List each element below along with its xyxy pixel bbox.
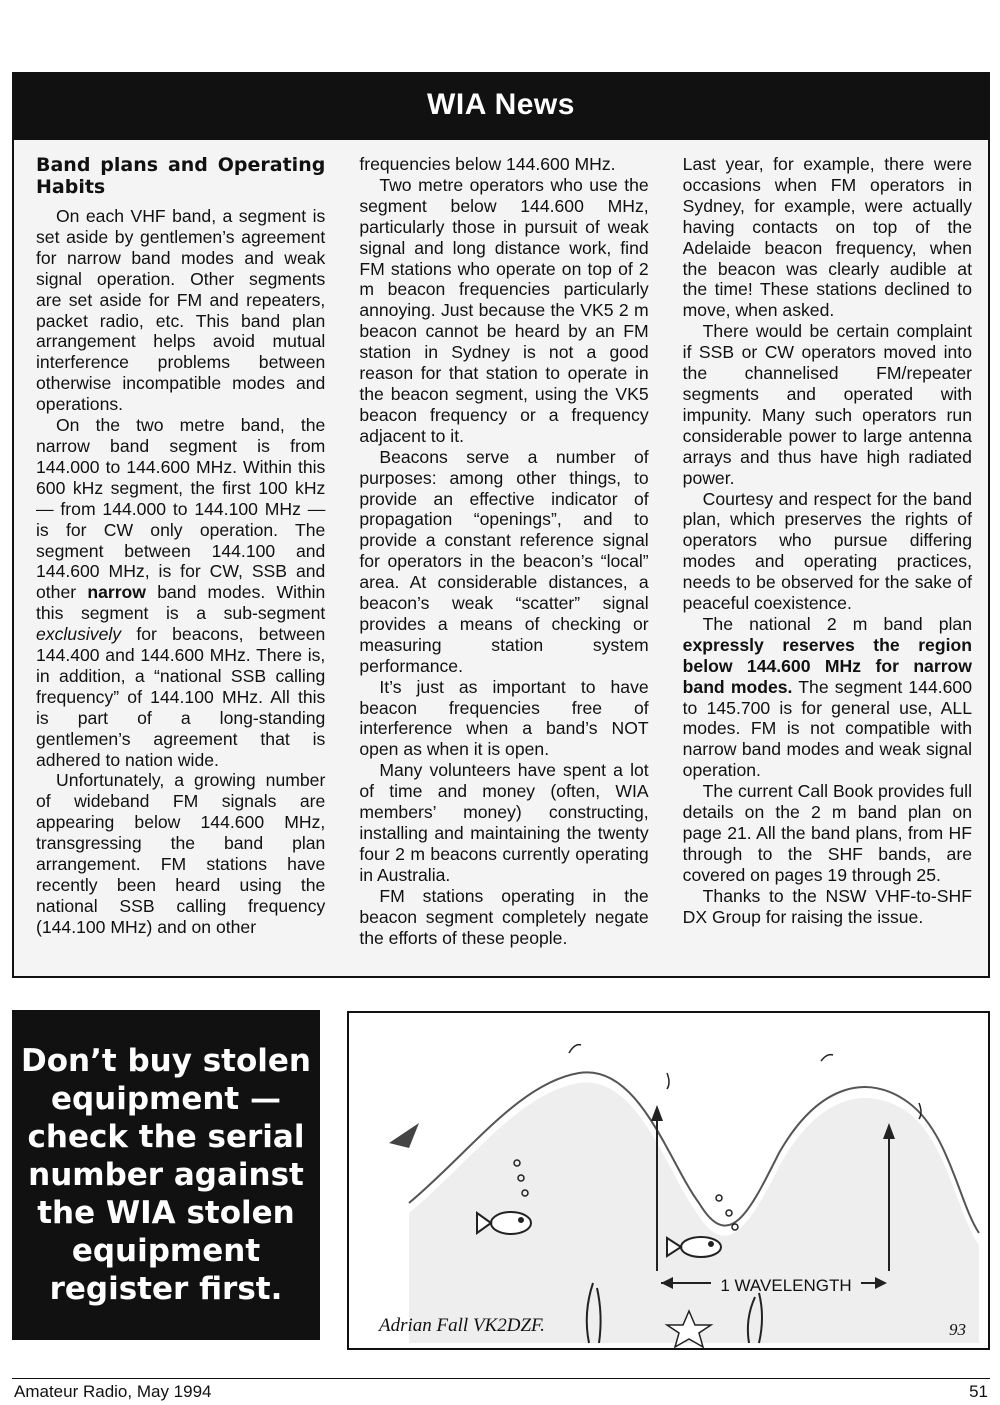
paragraph: Unfortunately, a growing number of wideband FM signals are appearing below 144.600 MHz, transgressing the band plan arrangement. FM stations have recently been heard using the national SSB calling frequency (144.100 MHz) and on other [36, 770, 326, 937]
notice-line: equipment [71, 1233, 261, 1269]
wavelength-label: 1 WAVELENGTH [720, 1276, 852, 1295]
notice-line: Don’t buy stolen [20, 1043, 312, 1079]
column-3 [683, 154, 972, 976]
article [12, 138, 990, 978]
paragraph: Thanks to the NSW VHF-to-SHF DX Group for raising the issue. [682, 885, 972, 927]
paragraph: Courtesy and respect for the band plan, which preserves the rights of operators who pursue differing modes and operating practices, needs to be observed for the sake of peaceful coexistence. [682, 488, 972, 614]
stolen-equipment-notice [12, 1010, 320, 1340]
paragraph: On the two metre band, the narrow band segment is from 144.000 to 144.600 MHz. Within this 600 kHz segment, the first 100 kHz — from 144.000 to 144.100 MHz — is for CW only operation. The segment between 144.100 and 144.600 MHz, is for CW, SSB and other narrow band modes. Within this segment is a sub-segment exclusively for beacons, between 144.400 and 144.600 MHz. There is, in addition, a “national SSB calling frequency” of 144.100 MHz. All this is part of a long-standing gentlemen’s agreement that is adhered to nation wide. [36, 415, 326, 770]
cartoon-number: 93 [949, 1320, 966, 1339]
column-1 [36, 154, 325, 976]
paragraph: FM stations operating in the beacon segment completely negate the efforts of these people. [359, 885, 649, 948]
paragraph: The current Call Book provides full details on the 2 m band plan on page 21. All the band plans, from HF through to the SHF bands, are covered on pages 19 through 25. [682, 781, 972, 885]
paragraph: On each VHF band, a segment is set aside by gentlemen’s agreement for narrow band modes and weak signal operation. Other segments are set aside for FM and repeaters, packet radio, etc. This band plan arrangement helps avoid mutual interference problems between otherwise incompatible modes and operations. [36, 206, 326, 415]
notice-line: check the serial [27, 1119, 305, 1155]
section-header: WIA News [12, 72, 990, 138]
paragraph: There would be certain complaint if SSB or CW operators moved into the channelised FM/repeater segments and operated with impunity. Many such operators run considerable power to large antenna arrays and thus have high radiated power. [682, 321, 972, 488]
article-heading: Band plans and Operating Habits [36, 154, 326, 198]
footer-publication: Amateur Radio, May 1994 [14, 1382, 212, 1401]
arrowhead [651, 1105, 663, 1121]
paragraph: The national 2 m band plan expressly reserves the region below 144.600 MHz for narrow band modes. The segment 144.600 to 145.700 is for general use, ALL modes. FM is not compatible with narrow band modes and weak signal operation. [682, 613, 972, 781]
notice-line: the WIA stolen [37, 1195, 295, 1231]
fin-icon [389, 1123, 419, 1148]
footer-rule [12, 1378, 990, 1379]
wavelength-cartoon [347, 1011, 990, 1350]
page-number: 51 [969, 1382, 988, 1401]
notice-line: number against [28, 1157, 304, 1193]
notice-line: register first. [49, 1271, 283, 1307]
paragraph: Many volunteers have spent a lot of time and money (often, WIA members’ money) constructing, installing and maintaining the twenty four 2 m beacons currently operating in Australia. [359, 760, 649, 885]
cartoon-signature: Adrian Fall VK2DZF. [379, 1315, 545, 1336]
notice-line: equipment — [50, 1081, 282, 1117]
paragraph: Last year, for example, there were occasions when FM operators in Sydney, for example, were actually having contacts on top of the Adelaide beacon frequency, when the beacon was clearly audible at the time! These stations declined to move, when asked. [682, 154, 972, 321]
column-2 [359, 154, 648, 976]
paragraph: Two metre operators who use the segment below 144.600 MHz, particularly those in pursuit of weak signal and long distance work, find FM stations who operate on top of 2 m beacon frequencies particularly annoying. Just because the VK5 2 m beacon cannot be heard by an FM station in Sydney is not a good reason for that station to operate in the beacon segment, using the VK5 beacon frequency or a frequency adjacent to it. [359, 174, 649, 446]
paragraph: It’s just as important to have beacon frequencies free of interference when a band’s NOT open as when it is open. [359, 676, 649, 760]
paragraph: Beacons serve a number of purposes: among other things, to provide an effective indicator of propagation “openings”, and to provide a constant reference signal for operators in the beacon’s “local” area. At considerable distances, a beacon’s weak “scatter” signal provides a means of checking or measuring station system performance. [359, 446, 649, 676]
paragraph: frequencies below 144.600 MHz. [359, 154, 616, 174]
article-columns [36, 154, 972, 976]
cartoon-drawing [349, 1013, 988, 1348]
